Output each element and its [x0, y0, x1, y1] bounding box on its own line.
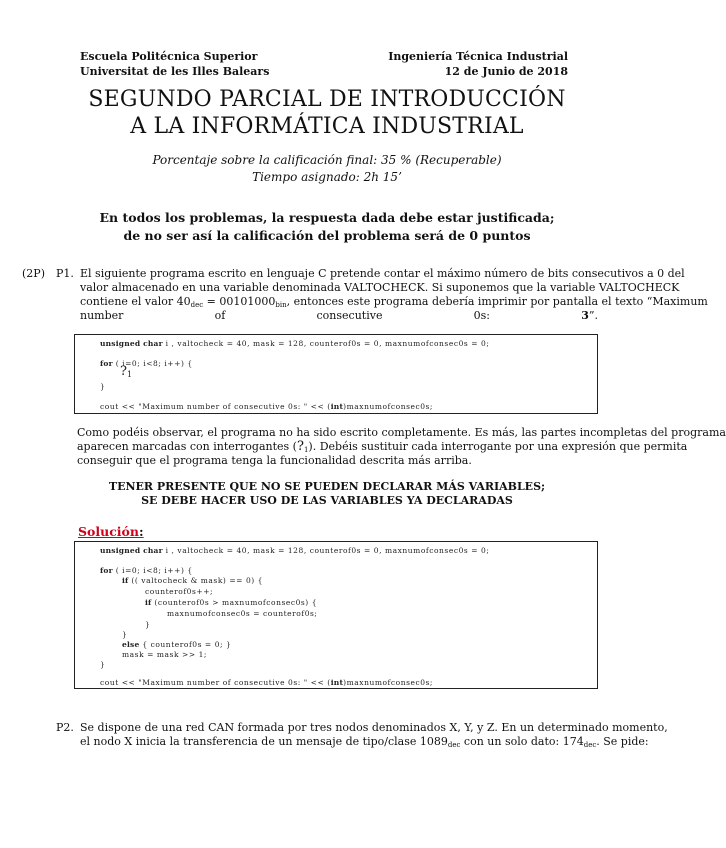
statement-line: Se dispone de una red CAN formada por tres nodos denominados X, Y, y Z. En un determinado momento,	[80, 721, 668, 734]
solution-heading	[78, 524, 144, 539]
notice-line-1: En todos los problemas, la respuesta dada debe estar justificada;	[99, 210, 555, 225]
code-else-line: else { counterof0s = 0; }	[122, 640, 232, 649]
exam-title	[0, 86, 654, 140]
code-for-line: for ( i=0; i<8; i++) {	[100, 566, 193, 575]
points-value: (2P)	[22, 267, 45, 280]
code-close-brace: }	[122, 630, 128, 639]
time-allotted: Tiempo asignado: 2h 15’	[252, 170, 402, 184]
course-header	[388, 49, 568, 79]
justification-notice	[0, 209, 654, 245]
problem-2-statement	[80, 721, 668, 749]
code-decl-line: unsigned char i , valtocheck = 40, mask = 128, counterof0s = 0, maxnumofconsec0s = 0;	[100, 339, 490, 348]
exam-date: 12 de Junio de 2018	[444, 65, 568, 78]
code-output-line: cout << "Maximum number of consecutive 0s: " << (int)maxnumofconsec0s;	[100, 402, 434, 411]
warning-line-1: TENER PRESENTE QUE NO SE PUEDEN DECLARAR MÁS VARIABLES;	[108, 480, 546, 493]
statement-line: valor almacenado en una variable denominada VALTOCHECK. Si suponemos que la variable VALTOCHECK	[80, 281, 680, 294]
warning-line-2: SE DEBE HACER USO DE LAS VARIABLES YA DECLARADAS	[141, 494, 513, 507]
solution-label: Solución	[78, 524, 139, 539]
instructions-line: aparecen marcadas con interrogantes $(?_1)$. Debéis sustituir cada interrogante por una expresión que permita	[77, 439, 688, 454]
grade-percentage: Porcentaje sobre la calificación final: 35 % (Recuperable)	[152, 153, 502, 167]
code-close-brace: }	[145, 620, 151, 629]
instructions-line: Como podéis observar, el programa no ha sido escrito completamente. Es más, las partes incompletas del programa	[77, 426, 726, 439]
code-shift-line: mask = mask >> 1;	[122, 650, 207, 659]
statement-line: number of consecutive 0s: 3”.	[80, 309, 598, 322]
instructions-line: conseguir que el programa tenga la funcionalidad descrita más arriba.	[77, 454, 472, 467]
code-if-line: if (( valtocheck & mask) == 0) {	[122, 576, 263, 585]
title-line-2: A LA INFORMÁTICA INDUSTRIAL	[130, 114, 524, 139]
code-close-brace: }	[100, 382, 106, 391]
statement-line: El siguiente programa escrito en lenguaje C pretende contar el máximo número de bits consecutivos a 0 del	[80, 267, 685, 280]
problem-2-label: P2.	[56, 721, 74, 734]
code-assign-line: maxnumofconsec0s = counterof0s;	[167, 609, 318, 618]
code-close-brace: }	[100, 660, 106, 669]
statement-line: contiene el valor $40_{dec} = 00101000_{bin}$, entonces este programa debería imprimir por pantalla el texto “Maximum	[80, 295, 708, 309]
instructions-text	[77, 426, 726, 468]
school-header	[80, 49, 269, 79]
code-inner-if-line: if (counterof0s > maxnumofconsec0s) {	[145, 598, 318, 607]
code-output-line: cout << "Maximum number of consecutive 0s: " << (int)maxnumofconsec0s;	[100, 678, 434, 687]
exam-info	[0, 152, 654, 186]
title-line-1: SEGUNDO PARCIAL DE INTRODUCCIÓN	[88, 87, 566, 112]
variables-warning	[0, 480, 654, 508]
problem-1-points	[22, 267, 45, 281]
code-placeholder: $?_1$	[120, 364, 133, 379]
solution-colon: :	[139, 524, 144, 539]
statement-line: el nodo X inicia la transferencia de un mensaje de tipo/clase $1089_{dec}$ con un solo dato: $174_{dec}$. Se pide:	[80, 735, 649, 749]
school-name: Escuela Politécnica Superior	[80, 50, 258, 63]
university-name: Universitat de les Illes Balears	[80, 65, 270, 78]
code-for-line: for ( i=0; i<8; i++) {	[100, 359, 193, 368]
code-listing-solution	[74, 541, 598, 689]
degree-name: Ingeniería Técnica Industrial	[388, 50, 568, 63]
problem-1-statement	[80, 267, 708, 323]
code-decl-line: unsigned char i , valtocheck = 40, mask = 128, counterof0s = 0, maxnumofconsec0s = 0;	[100, 546, 490, 555]
code-increment-line: counterof0s++;	[145, 587, 214, 596]
notice-line-2: de no ser así la calificación del problema será de 0 puntos	[123, 228, 531, 243]
problem-1-label: P1.	[56, 267, 74, 280]
code-listing-question	[74, 334, 598, 414]
